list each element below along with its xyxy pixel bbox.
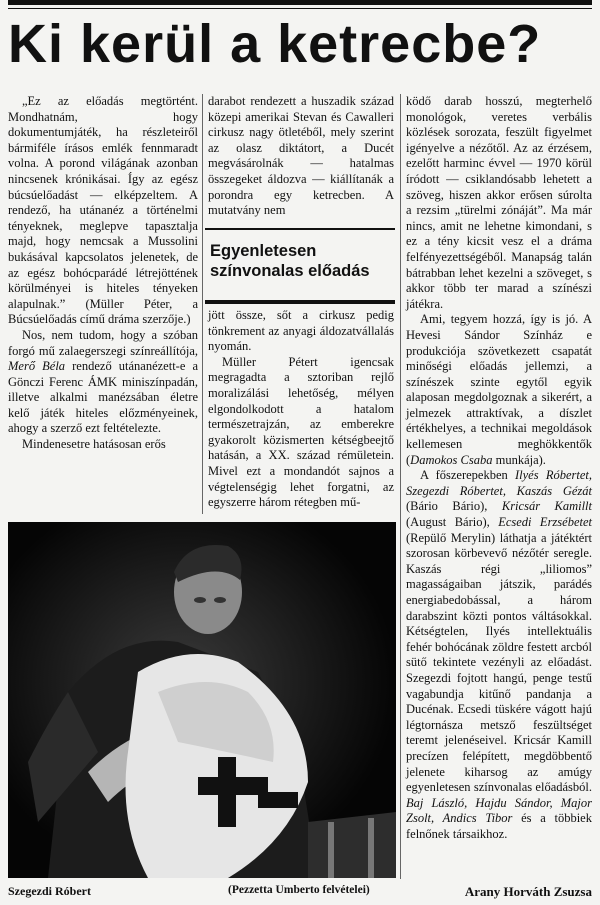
- photo-credit: (Pezzetta Umberto felvételei): [228, 884, 370, 896]
- paragraph: „Ez az előadás megtörtént. Mondhatnám, hogy dokumentumjáték, ha részleteiről bármiféle írásos emlék fennmaradt volna. A porond világának azonban nincsenek krónikásai. Így az egész búcsúelőadást — elképzeltem. A rendező, ha utánanéz a történelmi tényeknek, meglepve tapasztalja majd, hogy nemcsak a Mussolini bukásával kapcsolatos jelenetek, de az egész bohócparádé létrejöttének körülményei is hiteles tényeken alapulnak.” (Müller Péter, a Búcsúelőadás című dráma szerzője.): [8, 94, 198, 327]
- headline: Ki kerül a ketrecbe?: [8, 14, 542, 74]
- column-divider: [202, 94, 203, 514]
- paragraph: [8, 328, 198, 437]
- photo-caption-left: Szegezdi Róbert: [8, 884, 91, 898]
- text-run: Nos, nem tudom, hogy a szóban forgó mű zalaegerszegi színreállítója,: [8, 327, 198, 358]
- paragraph: Müller Pétert igencsak megragadta a sztoriban rejlő moralizálási lehetőség, mélyen elgondolkodott a hatalom természetrajzán, az emberekre gyakorolt közismerten kétségbeejtő hatásán, a XX. század rémületein. Mivel ezt a mondandót sajnos a végtelenségig lehet forgatni, az egyszerre három rétegben mű-: [208, 354, 394, 510]
- actor-name: Kricsár Kamillt: [501, 499, 592, 514]
- article-column-2: [208, 94, 394, 219]
- paragraph: darabot rendezett a huszadik század közepi amerikai Stevan és Cawalleri cirkusz nagy ötletéből, mely szerint az olasz diktátort, a Ducét megvásárolnák — hatalmas összegeket áldozva — kiállítanák a porondra egy ketrecben. A mutatvány nem: [208, 94, 394, 218]
- article-column-1: [8, 94, 198, 453]
- stage-photo: [8, 522, 396, 878]
- director-name: Merő Béla: [8, 359, 66, 374]
- top-rule: [8, 0, 592, 5]
- paragraph: Mindenesetre hatásosan erős: [22, 437, 166, 452]
- text-run: és a többiek felnőnek társaikhoz.: [406, 811, 592, 841]
- column-divider: [400, 94, 401, 879]
- designer-name: Damokos Csaba: [410, 452, 493, 467]
- text-run: (Repülő Merylin) láthatja a játéktért szorosan körbevevő nézőtér seregle. Kaszás régi „liliomos” magasságaiban játszik, parádés energiabedobással, a három darabszint közti pontos váltásokkal. Kétségtelen, Ilyés intellektuális fehér bohócának zöldre festett arcból sütő tekintete vezényli az előadást. Szegezdi fojtott hangú, penge testű vagabundja kitűnő pandanja a Ducénak. Ecsedi tüskére vágott hajú légtornásza metsző feszültséget teremt jelenéseivel. Kricsár Kamill precízen felépített, megdöbbentő jelenete kiharsog az amúgy egyenletesen színvonalas előadásból.: [406, 530, 592, 795]
- text-run: Ami, tegyem hozzá, így is jó. A Hevesi Sándor Színház e produkciója szövetkezett csapatát minőségi előadás jellemzi, a színészek szinte egytől egyik alaposan megdolgoznak a sikerért, a jelmezek attraktívak, a díszlet értékhelyes, a technikai megoldások kellemesen meghökkentők (: [406, 312, 592, 467]
- actor-names: Baj László, Hajdu Sándor, Major Zsolt, Andics Tibor: [406, 795, 592, 826]
- author-byline: Arany Horváth Zsuzsa: [464, 884, 592, 899]
- text-run: A főszerepekben: [420, 468, 515, 483]
- text-run: rendező utánanézett-e a Gönczi Ferenc ÁMK miniszínpadán, illetve alkalmi manézsában életre kelő játék hiteles előzményeinek, ahogy a szerző ezt feltételezte.: [8, 359, 198, 436]
- photo-illustration: [8, 522, 396, 878]
- subheading: Egyenletesen színvonalas előadás: [210, 242, 370, 280]
- text-run: (Bário Bário),: [406, 499, 502, 514]
- actor-name: Ecsedi Erzsébetet: [498, 515, 592, 530]
- paragraph: jött össze, sőt a cirkusz pedig tönkrement az anyagi áldozatvállalás nyomán.: [208, 308, 394, 354]
- paragraph: [406, 312, 592, 468]
- text-run: munkája).: [492, 452, 546, 467]
- article-column-2-continued: [208, 308, 394, 511]
- top-rule-thin: [8, 8, 592, 9]
- actor-names: Ilyés Róbertet, Szegezdi Róbertet, Kaszás Gézát: [406, 468, 592, 498]
- paragraph: ködő darab hosszú, megterhelő monológok, veretes verbális közlések sorozata, feszült figyelmet igényelve a nézőtől. Az az érzésem, ezelőtt harminc évvel — 1970 körül íródott — csiklandósabb lehetett a szöveg, hiszen akkor erősen súrolta a rezsim „türelmi zónáját”. Ma már nincs, amit ne lehetne kimondani, s ez a tény kicsit vesz el a dráma felfényezettségéből. Manapság talán bátrabban lehet kezelni a szöveget, s akkor több ter marad a színészi játékra.: [406, 94, 592, 311]
- text-run: (August Bário),: [406, 515, 499, 530]
- article-column-3: [406, 94, 592, 843]
- paragraph: [406, 468, 592, 842]
